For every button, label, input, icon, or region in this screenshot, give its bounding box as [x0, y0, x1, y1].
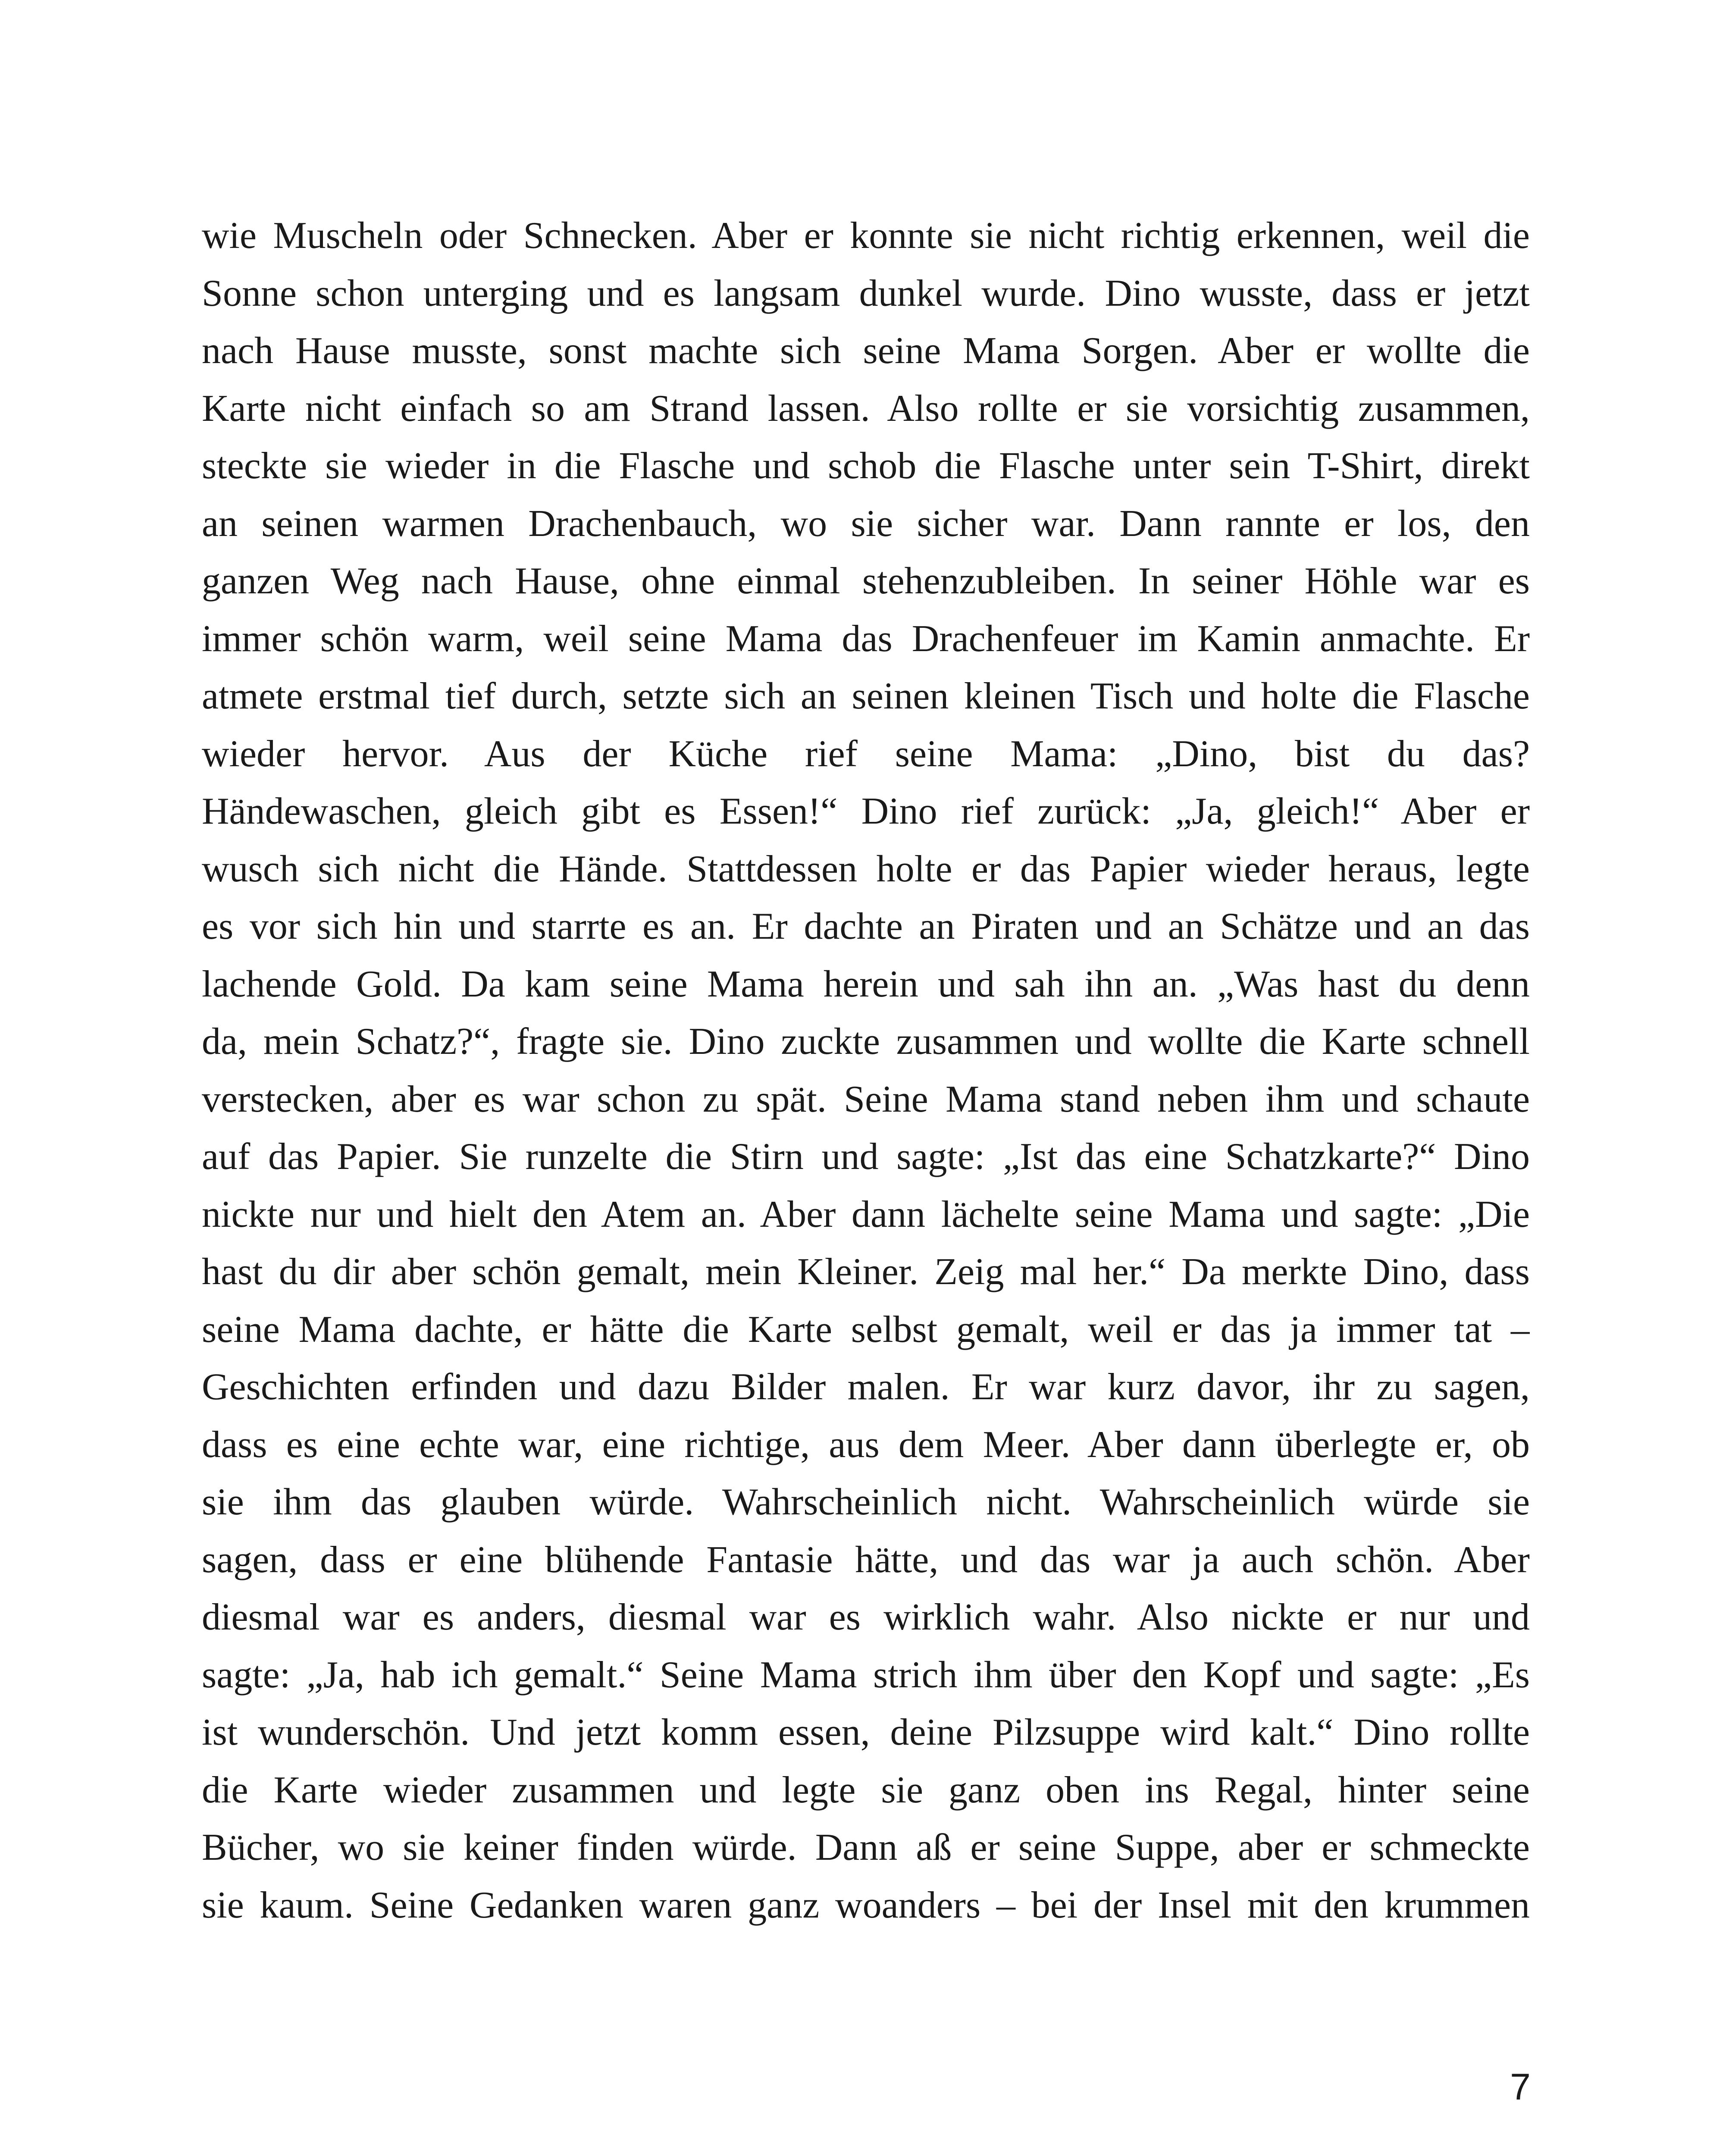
text-line: Händewaschen, gleich gibt es Essen!“ Dino rief zurück: „Ja, gleich!“ Aber er: [202, 790, 1530, 832]
text-line: Bücher, wo sie keiner finden würde. Dann aß er seine Suppe, aber er schmeckte: [202, 1827, 1530, 1868]
text-line: da, mein Schatz?“, fragte sie. Dino zuckte zusammen und wollte die Karte schnell: [202, 1021, 1530, 1062]
text-line: nickte nur und hielt den Atem an. Aber dann lächelte seine Mama und sagte: „Die: [202, 1193, 1530, 1235]
text-line: diesmal war es anders, diesmal war es wirklich wahr. Also nickte er nur und: [202, 1596, 1530, 1638]
text-line: hast du dir aber schön gemalt, mein Kleiner. Zeig mal her.“ Da merkte Dino, dass: [202, 1251, 1530, 1293]
text-line: lachende Gold. Da kam seine Mama herein und sah ihn an. „Was hast du denn: [202, 963, 1530, 1005]
text-line: wusch sich nicht die Hände. Stattdessen holte er das Papier wieder heraus, legte: [202, 848, 1530, 890]
text-line: wieder hervor. Aus der Küche rief seine Mama: „Dino, bist du das?: [202, 733, 1530, 775]
text-line: atmete erstmal tief durch, setzte sich an seinen kleinen Tisch und holte die Flasche: [202, 675, 1530, 717]
text-line: sagte: „Ja, hab ich gemalt.“ Seine Mama strich ihm über den Kopf und sagte: „Es: [202, 1654, 1530, 1696]
body-text: [202, 207, 1530, 1934]
text-line: an seinen warmen Drachenbauch, wo sie sicher war. Dann rannte er los, den: [202, 502, 1530, 545]
text-line: verstecken, aber es war schon zu spät. Seine Mama stand neben ihm und schaute: [202, 1078, 1530, 1120]
text-line: Sonne schon unterging und es langsam dunkel wurde. Dino wusste, dass er jetzt: [202, 272, 1530, 314]
text-line: nach Hause musste, sonst machte sich seine Mama Sorgen. Aber er wollte die: [202, 330, 1530, 372]
text-line: sie ihm das glauben würde. Wahrscheinlich nicht. Wahrscheinlich würde sie: [202, 1481, 1530, 1523]
text-line: sagen, dass er eine blühende Fantasie hätte, und das war ja auch schön. Aber: [202, 1539, 1530, 1581]
text-line: die Karte wieder zusammen und legte sie ganz oben ins Regal, hinter seine: [202, 1769, 1530, 1811]
text-line: Karte nicht einfach so am Strand lassen. Also rollte er sie vorsichtig zusammen,: [202, 387, 1530, 429]
text-line: dass es eine echte war, eine richtige, aus dem Meer. Aber dann überlegte er, ob: [202, 1423, 1530, 1466]
text-line: Geschichten erfinden und dazu Bilder malen. Er war kurz davor, ihr zu sagen,: [202, 1366, 1530, 1408]
text-line: auf das Papier. Sie runzelte die Stirn und sagte: „Ist das eine Schatzkarte?“ Dino: [202, 1136, 1530, 1178]
text-line: immer schön warm, weil seine Mama das Drachenfeuer im Kamin anmachte. Er: [202, 617, 1530, 660]
text-line: es vor sich hin und starrte es an. Er dachte an Piraten und an Schätze und an das: [202, 906, 1530, 947]
text-line: sie kaum. Seine Gedanken waren ganz woanders – bei der Insel mit den krummen: [202, 1884, 1530, 1926]
text-line: seine Mama dachte, er hätte die Karte selbst gemalt, weil er das ja immer tat –: [202, 1308, 1530, 1351]
text-line: ist wunderschön. Und jetzt komm essen, deine Pilzsuppe wird kalt.“ Dino rollte: [202, 1711, 1530, 1753]
text-line: ganzen Weg nach Hause, ohne einmal stehenzubleiben. In seiner Höhle war es: [202, 560, 1530, 602]
text-line: steckte sie wieder in die Flasche und schob die Flasche unter sein T-Shirt, direkt: [202, 445, 1530, 487]
page-number: 7: [1510, 2066, 1531, 2108]
text-line: wie Muscheln oder Schnecken. Aber er konnte sie nicht richtig erkennen, weil die: [202, 215, 1530, 257]
